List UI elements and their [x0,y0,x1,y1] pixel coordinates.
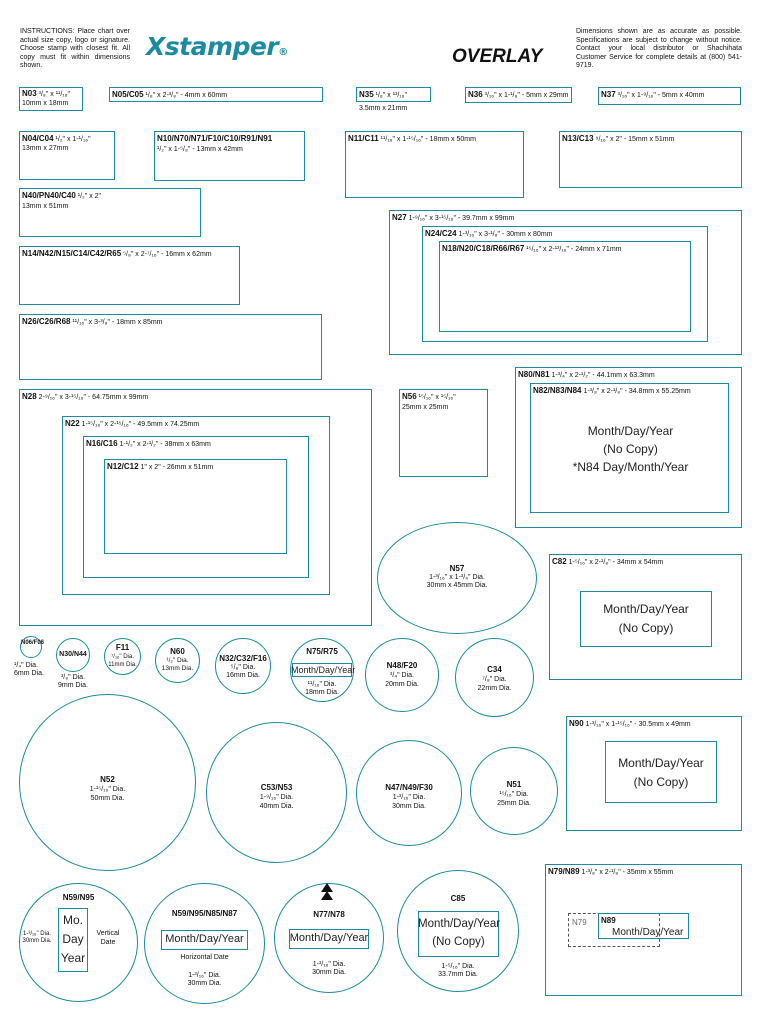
stamp-c53: C53/N53 1-⁹/₁₆" Dia. 40mm Dia. [206,722,347,863]
stamp-n37: N37 ³/₁₆" x 1-⁹/₁₆" - 5mm x 40mm [598,87,741,105]
stamp-n16: N16/C16 1-¹/₂" x 2-¹/₂" - 38mm x 63mm [83,436,309,578]
stamp-n30: N30/N44 [56,638,90,672]
xstamper-logo [146,32,288,61]
stamp-n36: N36 ³/₁₆" x 1-¹/₈" - 5mm x 29mm [465,87,572,103]
arrow-up-icon [321,891,333,900]
n59h-date-text: Month/Day/Year [165,933,244,945]
stamp-n22: N22 1-¹⁵/₁₆" x 2-¹⁵/₁₆" - 49.5mm x 74.25mm [62,416,330,595]
overlay-sheet: INSTRUCTIONS: Place chart over actual size copy, logo or signature. Choose stamp with closest fit. All copy must fit within dimensions shown. Xstamper® OVERLAY Dimensions shown are as accurate as possible. Specifications are subject to change without notice. Contact your local distributor or Shachihata Customer Service for complete details at (800) 541-9719. N03 ³/₈" x ¹¹/₁₆" 10mm x 18mm N05/C05 ¹/₈" x 2-³/₈" - 4mm x 60mm N35 ¹/₈" x ¹³/₁₆" 3.5mm x 21mm N36 ³/₁₆" x 1-¹/₈" - 5mm x 29mm N37 ³/₁₆" x 1-⁹/₁₆" - 5mm x 40mm N04/C04 ¹/₂" x 1-¹/₁₆" 13mm x 27mm N10/N70/N71/F10/C10/R91/N91 ¹/₂" x 1-⁵/₈" - 13mm x 42mm N11/C11 ¹¹/₁₆" x 1-¹⁵/₁₆" - 18mm x 50mm N13/C13 ⁹/₁₆" x 2" - 15mm x 51mm N40/PN40/C40 ¹/₂" x 2" 13mm x 51mm N27 1-⁹/₁₆" x 3-¹⁵/₁₆" - 39.7mm x 99mm N24/C24 1-³/₁₆" x 3-¹/₈" - 30mm x 80mm N18/N20/C18/R66/R67 ¹⁵/₁₆" x 2-¹³/₁₆" - 24mm x 71mm N14/N42/N15/C14/C42/R65 ⁵/₈" x 2-⁷/₁₆" - 16mm x 62mm N26/C26/R68 ¹¹/₁₆" x 3-³/₈" - 18mm x 85mm N80/N81 1-³/₄" x 2-¹/₂" - 44.1mm x 63.3mm N82/N83/N84 1-³/₈" x 2-¹/₈" - 34.8mm x 55.25mm Month/Day/Year (No Copy) *N84 Day/Month/Year N28 2-⁹/₁₆" x 3-¹⁵/₁₆" - 64.75mm x 99mm N22 1-¹⁵/₁₆" x 2-¹⁵/₁₆" - 49.5mm x 74.25mm N16/C16 1-¹/₂" x 2-¹/₂" - 38mm x 63mm N12/C12 1" x 2" - 26mm x 51mm N56 ¹⁵/₁₆" x ¹⁵/₁₆" 25mm x 25mm N57 1-³/₁₆" x 1-³/₄" Dia. 30mm x 45mm Dia. C82 1-⁵/₁₆" x 2-¹/₈" - 34mm x 54mm Month/Day/Year (No Copy) N06/F06 ¹/₄" Dia. 6mm Dia. N30/N44 ³/₈" Dia. 9mm Dia. F11 ⁷/₁₆" Dia. 11mm Dia. N60 ¹/₂" Dia. 13mm Dia. N32/C32/F16 ⁵/₈" Dia. 16mm Dia. N75/R75 Month/Day/Year ¹¹/₁₆" Dia. 18mm Dia. N48/F20 ³/₄" Dia. 20mm Dia. C34 ⁷/₈" Dia. 22mm Dia. N90 1-³/₁₆" x 1-¹⁵/₁₆" - 30.5mm x 49mm Month/Day/Year (No Copy) N52 1-¹⁵/₁₆" Dia. 50mm Dia. C53/N53 1-⁹/₁₆" Dia. 40mm Dia. N47/N49/F30 1-³/₁₆" Dia. 30mm Dia. N51 ¹⁵/₁₆" Dia. 25mm Dia. N79/N89 1-³/₈" x 2-¹/₈" - 35mm x 55mm N79 N89 Month/Day/Year N59/N95 Mo. Day Year 1-³/₁₆" Dia. 30mm Dia. Vertical Date N59/N95/N85/N87 Month/Day/Year Horizontal Date 1-³/₁₆" Dia. 30mm Dia. N77/N78 Month/Day/Year 1-³/₁₆" Dia. 30mm Dia. C85 Month/Day/Year (No Copy) 1-⁵/₁₆" Dia. 33.7mm Dia. [0,0,768,1024]
stamp-n51: N51 ¹⁵/₁₆" Dia. 25mm Dia. [470,747,558,835]
stamp-c34: C34 ⁷/₈" Dia. 22mm Dia. [455,638,534,717]
stamp-n59-vertical: N59/N95 Mo. Day Year 1-³/₁₆" Dia. 30mm Dia. Vertical Date [19,883,138,1002]
disclaimer-text: Dimensions shown are as accurate as possible. Specifications are subject to change without notice. Contact your local distributor or Shachihata Customer Service for complete details at (800) 541-9719. [576,28,742,70]
stamp-c82: C82 1-⁵/₁₆" x 2-¹/₈" - 34mm x 54mm Month/Day/Year (No Copy) [549,554,742,680]
n82-date-text: Month/Day/Year (No Copy) *N84 Day/Month/Year [572,424,689,474]
stamp-n77: N77/N78 Month/Day/Year 1-³/₁₆" Dia. 30mm Dia. [274,883,384,993]
logo-text: Xstamper [146,32,279,61]
stamp-f11: F11 ⁷/₁₆" Dia. 11mm Dia. [104,638,141,675]
stamp-n59-horizontal: N59/N95/N85/N87 Month/Day/Year Horizontal Date 1-³/₁₆" Dia. 30mm Dia. [144,883,265,1004]
stamp-n11: N11/C11 ¹¹/₁₆" x 1-¹⁵/₁₆" - 18mm x 50mm [345,131,524,198]
stamp-n35: N35 ¹/₈" x ¹³/₁₆" 3.5mm x 21mm [356,87,431,102]
stamp-n57: N57 1-³/₁₆" x 1-³/₄" Dia. 30mm x 45mm Dia. [377,522,537,634]
stamp-n10: N10/N70/N71/F10/C10/R91/N91 ¹/₂" x 1-⁵/₈" - 13mm x 42mm [154,131,305,181]
stamp-n04: N04/C04 ¹/₂" x 1-¹/₁₆" 13mm x 27mm [19,131,115,180]
c85-date-text: Month/Day/Year (No Copy) [418,918,501,948]
n59v-date-text: Mo. Day Year [60,913,86,965]
n75-date-text: Month/Day/Year [291,665,356,675]
stamp-n24: N24/C24 1-³/₁₆" x 3-¹/₈" - 30mm x 80mm [422,226,708,342]
n77-date-text: Month/Day/Year [289,932,369,944]
stamp-metric: 10mm x 18mm [22,100,69,107]
stamp-n40: N40/PN40/C40 ¹/₂" x 2" 13mm x 51mm [19,188,201,237]
stamp-n80: N80/N81 1-³/₄" x 2-¹/₂" - 44.1mm x 63.3mm [515,367,742,528]
stamp-n47: N47/N49/F30 1-³/₁₆" Dia. 30mm Dia. [356,740,462,846]
stamp-n05: N05/C05 ¹/₈" x 2-³/₈" - 4mm x 60mm [109,87,323,102]
stamp-n56: N56 ¹⁵/₁₆" x ¹⁵/₁₆" 25mm x 25mm [399,389,488,477]
stamp-n03: N03 ³/₈" x ¹¹/₁₆" 10mm x 18mm [19,87,83,111]
stamp-n18: N18/N20/C18/R66/R67 ¹⁵/₁₆" x 2-¹³/₁₆" - 24mm x 71mm [439,241,691,332]
c82-date-text: Month/Day/Year (No Copy) [603,602,689,635]
stamp-n82: N82/N83/N84 1-³/₈" x 2-¹/₈" - 34.8mm x 55.25mm Month/Day/Year (No Copy) *N84 Day/Month/Year [530,383,729,513]
stamp-n32: N32/C32/F16 ⁵/₈" Dia. 16mm Dia. [215,638,271,694]
stamp-c85: C85 Month/Day/Year (No Copy) 1-⁵/₁₆" Dia. 33.7mm Dia. [397,870,519,992]
stamp-n75: N75/R75 Month/Day/Year ¹¹/₁₆" Dia. 18mm Dia. [290,638,354,702]
instructions-text: INSTRUCTIONS: Place chart over actual size copy, logo or signature. Choose stamp with closest fit. All copy must fit within dimensions shown. [20,28,130,70]
stamp-n26: N26/C26/R68 ¹¹/₁₆" x 3-³/₈" - 18mm x 85mm [19,314,322,380]
registered-mark: ® [278,47,288,58]
n90-date-text: Month/Day/Year (No Copy) [618,756,704,789]
stamp-n28: N28 2-⁹/₁₆" x 3-¹⁵/₁₆" - 64.75mm x 99mm [19,389,372,626]
stamp-n79: N79/N89 1-³/₈" x 2-¹/₈" - 35mm x 55mm N79 N89 Month/Day/Year [545,864,742,996]
stamp-n12: N12/C12 1" x 2" - 26mm x 51mm [104,459,287,554]
stamp-n48: N48/F20 ³/₄" Dia. 20mm Dia. [365,638,439,712]
stamp-n14: N14/N42/N15/C14/C42/R65 ⁵/₈" x 2-⁷/₁₆" - 16mm x 62mm [19,246,240,305]
stamp-n52: N52 1-¹⁵/₁₆" Dia. 50mm Dia. [19,694,196,871]
stamp-n27: N27 1-⁹/₁₆" x 3-¹⁵/₁₆" - 39.7mm x 99mm [389,210,742,355]
stamp-n90: N90 1-³/₁₆" x 1-¹⁵/₁₆" - 30.5mm x 49mm Month/Day/Year (No Copy) [566,716,742,831]
stamp-n13: N13/C13 ⁹/₁₆" x 2" - 15mm x 51mm [559,131,742,188]
stamp-n06: N06/F06 [20,636,42,658]
stamp-n60: N60 ¹/₂" Dia. 13mm Dia. [155,638,200,683]
stamp-name: N03 [22,89,37,98]
page-title: OVERLAY [452,46,543,67]
